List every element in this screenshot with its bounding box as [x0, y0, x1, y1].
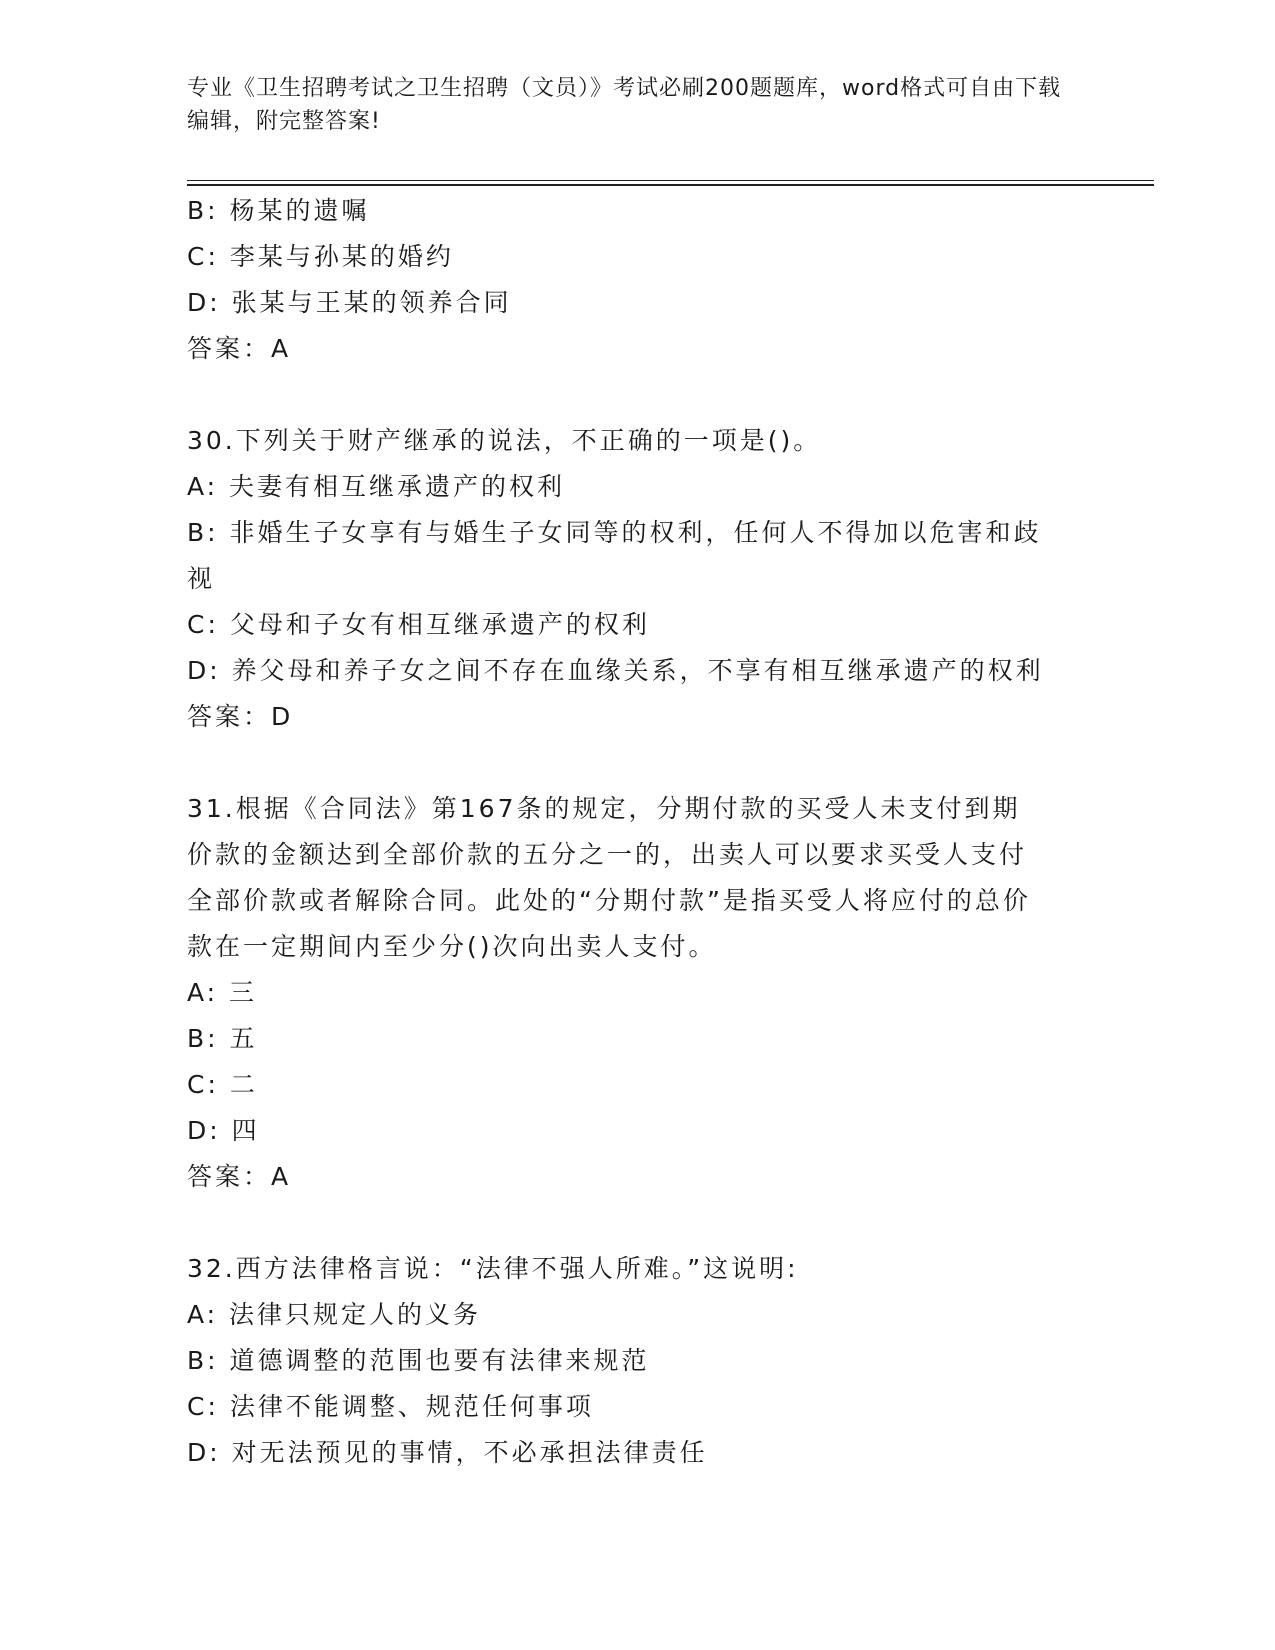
header-divider-thick: [187, 184, 1154, 186]
option-d: D: 养父母和养子女之间不存在血缘关系，不享有相互继承遗产的权利: [187, 656, 1044, 685]
answer: 答案：D: [187, 702, 294, 731]
question-stem: 30.下列关于财产继承的说法，不正确的一项是()。: [187, 426, 822, 455]
header-divider-thin: [187, 180, 1154, 181]
option-b: B: 杨某的遗嘱: [187, 196, 370, 225]
option-d: D: 对无法预见的事情，不必承担法律责任: [187, 1438, 708, 1467]
question-stem: 32.西方法律格言说：“法律不强人所难。”这说明:: [187, 1254, 799, 1283]
spacer: [187, 1200, 1087, 1246]
spacer: [187, 372, 1087, 418]
spacer: [187, 740, 1087, 786]
document-header: 专业《卫生招聘考试之卫生招聘（文员）》考试必刷200题题库，word格式可自由下载编辑，附完整答案!: [187, 76, 1062, 134]
question-stem: 31.根据《合同法》第167条的规定，分期付款的买受人未支付到期价款的金额达到全部价款的五分之一的，出卖人可以要求买受人支付全部价款或者解除合同。此处的“分期付款”是指买受人将应付的总价款在一定期间内至少分()次向出卖人支付。: [187, 794, 1031, 961]
option-b: B: 非婚生子女享有与婚生子女同等的权利，任何人不得加以危害和歧视: [187, 518, 1042, 593]
question-29-tail: [187, 188, 1087, 372]
answer: 答案：A: [187, 334, 292, 363]
option-a: A: 夫妻有相互继承遗产的权利: [187, 472, 566, 501]
option-c: C: 父母和子女有相互继承遗产的权利: [187, 610, 650, 639]
option-c: C: 法律不能调整、规范任何事项: [187, 1392, 594, 1421]
option-c: C: 李某与孙某的婚约: [187, 242, 454, 271]
option-b: B: 五: [187, 1024, 258, 1053]
option-a: A: 法律只规定人的义务: [187, 1300, 482, 1329]
answer: 答案：A: [187, 1162, 292, 1191]
question-list: [187, 188, 1087, 1476]
option-d: D: 四: [187, 1116, 260, 1145]
option-c: C: 二: [187, 1070, 258, 1099]
question-32: [187, 1246, 1087, 1476]
question-30: [187, 418, 1087, 740]
option-b: B: 道德调整的范围也要有法律来规范: [187, 1346, 650, 1375]
option-a: A: 三: [187, 978, 258, 1007]
question-31: [187, 786, 1087, 1200]
option-d: D: 张某与王某的领养合同: [187, 288, 512, 317]
